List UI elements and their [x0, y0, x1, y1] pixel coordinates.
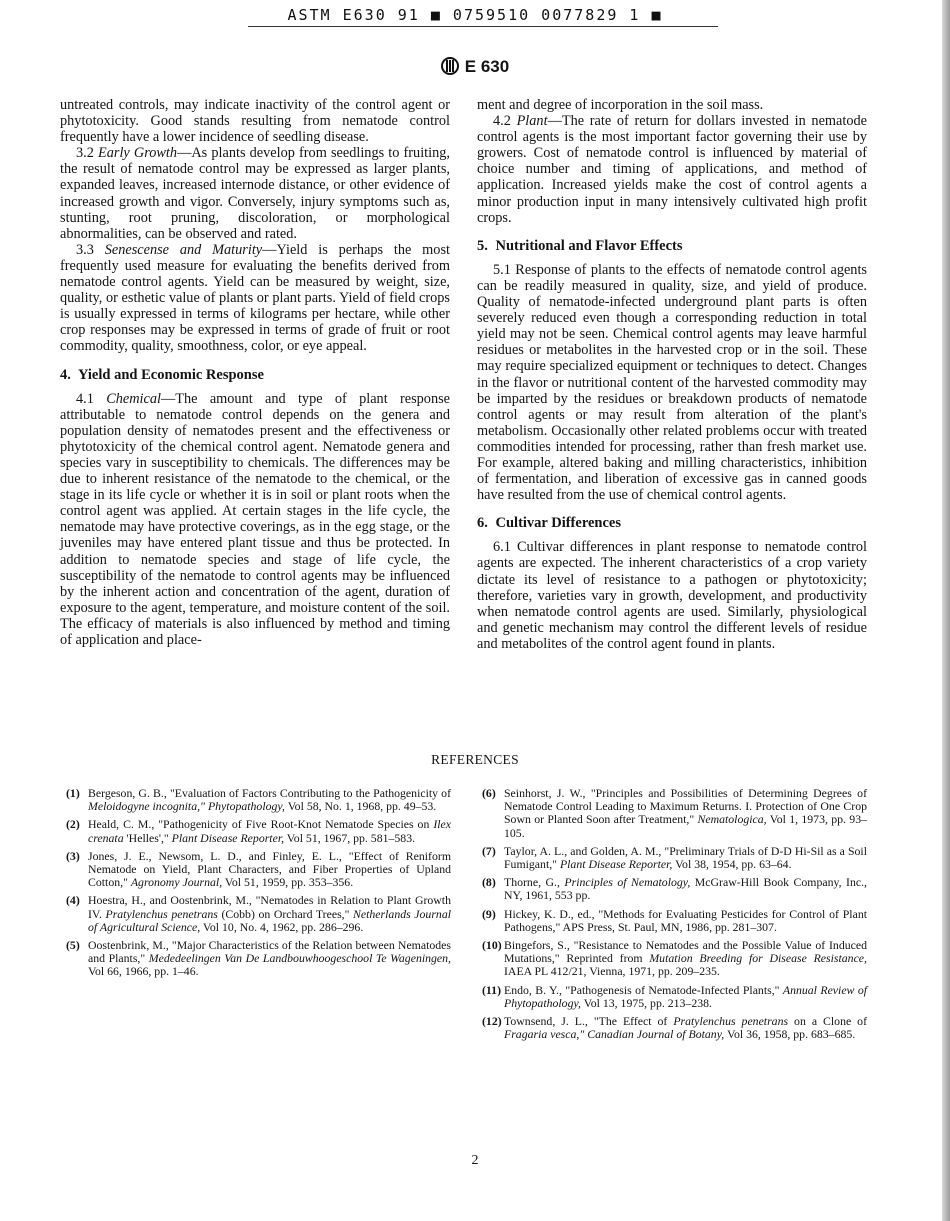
right-column — [477, 97, 867, 652]
reference-item: (3) Jones, J. E., Newsom, L. D., and Finley, E. L., "Effect of Reniform Nematode on Yield, Plant Characters, and Fiber Properties of Upland Cotton," Agronomy Journal, Vol 51, 1959, pp. 353–356. — [66, 848, 451, 890]
designation-number: E 630 — [464, 57, 510, 76]
reference-item: (9) Hickey, K. D., ed., "Methods for Evaluating Pesticides for Control of Plant Pathogens," APS Press, St. Paul, MN, 1986, pp. 281–307. — [482, 906, 867, 934]
reference-item: (1) Bergeson, G. B., "Evaluation of Factors Contributing to the Pathogenicity of Meloidogyne incognita," Phytopathology, Vol 58, No. 1, 1968, pp. 49–53. — [66, 786, 451, 814]
reference-item: (5) Oostenbrink, M., "Major Characteristics of the Relation between Nematodes and Plants," Mededeelingen Van De Landbouwhoogeschool Te Wageningen, Vol 66, 1966, pp. 1–46. — [66, 938, 451, 979]
references-right — [482, 787, 867, 1046]
section-4-heading: 4. Yield and Economic Response — [60, 366, 264, 383]
astm-logo-icon — [441, 56, 459, 76]
section-4-2: 4.2 Plant—The rate of return for dollars invested in nematode control agents is the most important factor governing their use by growers. Cost of nematode control is influenced by material of choice number and timing of applications, and method of application. Increased yields make the cost of control agents a minor production input in many intensively cultivated high profit crops. — [477, 113, 868, 226]
section-3-3: 3.3 Senescense and Maturity—Yield is perhaps the most frequently used measure for evaluating the benefits derived from nematode control agents. Yield can be measured by weight, size, quality, or esthetic value of plants or plant parts. Yield of field crops is usually expressed in terms of kilograms per hectare, while other crop responses may be expressed in terms of grade of fruit or root commodity, quality, smoothness, color, or eye appeal. — [60, 241, 450, 355]
page-number: 2 — [471, 1153, 479, 1168]
section-6-1: 6.1 Cultivar differences in plant response to nematode control agents are expected. The inherent characteristics of a crop variety dictate its level of resistance to a pathogen or phytotoxicity; therefore, varieties vary in growth, development, and productivity when nematode control agents are used. Similarly, physiological and genetic mechanism may control the different levels of residue and metabolites of the control agent found in plants. — [477, 539, 867, 652]
scan-edge-shadow — [942, 0, 950, 1221]
references-heading: REFERENCES — [431, 752, 519, 767]
section-5-1: 5.1 Response of plants to the effects of nematode control agents can be readily measured in quality, size, and yield of produce. Quality of nematode-infected underground plant parts is often severely reduced even though a corresponding reduction in total yield may not be seen. Chemical control agents may leave harmful residues or metabolites in the harvested crop or in the soil. These may require specialized equipment or techniques to detect. Changes in the flavor or nutritional content of the harvested commodity may be imparted by the residues or breakdown products of nematode control agents or may result from alteration of the plant's metabolism. Occasionally other related problems occur with treated commodities intended for processing, rather than fresh market use. For example, altered baking and milling characteristics, inhibition of fermentation, and liberation of excessive gas in canned goods have resulted from the use of chemical control agents. — [477, 261, 867, 504]
section-4-1: 4.1 Chemical—The amount and type of plant response attributable to nematode control depends on the genera and population density of nematodes present and the effectiveness or phytotoxicity of the chemical control agent. Nematode genera and species vary in susceptibility to chemicals. The differences may be due to inherent resistance of the nematode to the chemical, or the stage in its life cycle or whether it is in soil or plant roots when the control agent was applied. At certain stages in the life cycle, the nematode may have protective coverings, as in the egg stage, or the juveniles may have entered plant tissue and thus be protected. In addition to nematode species and stage of life cycle, the susceptibility of the nematode to control agents may be influenced by the inherent action and concentration of the agent, duration of exposure to the agent, temperature, and moisture content of the soil. The efficacy of materials is also influenced by method and timing of application and place- — [60, 390, 450, 648]
section-3-2: 3.2 Early Growth—As plants develop from seedlings to fruiting, the result of nematode control may be expressed as larger plants, expanded leaves, increased internode distance, or other evidence of increased growth and vigor. Conversely, injury symptoms such as, stunting, root pruning, discoloration, or morphological abnormalities, can be observed and rated. — [60, 145, 450, 242]
reference-item: (12) Townsend, J. L., "The Effect of Pratylenchus penetrans on a Clone of Fragaria vesca," Canadian Journal of Botany, Vol 36, 1958, pp. 683–685. — [482, 1014, 867, 1042]
paragraph: ment and degree of incorporation in the soil mass. — [477, 97, 764, 113]
paragraph: untreated controls, may indicate inactivity of the control agent or phytotoxicity. Good stands resulting from nematode control frequently have a lower incidence of seedling disease. — [60, 97, 450, 146]
reference-item: (8) Thorne, G., Principles of Nematology, McGraw-Hill Book Company, Inc., NY, 1961, 553 pp. — [482, 875, 867, 903]
reference-item: (6) Seinhorst, J. W., "Principles and Possibilities of Determining Degrees of Nematode Control Leading to Maximum Returns. I. Protection of One Crop Sown or Planted Soon after Treatment," Nematologica, Vol 1, 1973, pp. 93–105. — [482, 786, 867, 840]
reference-item: (4) Hoestra, H., and Oostenbrink, M., "Nematodes in Relation to Plant Growth IV. Pratylenchus penetrans (Cobb) on Orchard Trees," Netherlands Journal of Agricultural Science, Vol 10, No. 4, 1962, pp. 286–296. — [66, 893, 451, 934]
reference-item: (7) Taylor, A. L., and Golden, A. M., "Preliminary Trials of D-D Hi-Sil as a Soil Fumigant," Plant Disease Reporter, Vol 38, 1954, pp. 63–64. — [482, 843, 867, 872]
reference-item: (11) Endo, B. Y., "Pathogenesis of Nematode-Infected Plants," Annual Review of Phytopathology, Vol 13, 1975, pp. 213–238. — [482, 982, 868, 1010]
document-header — [0, 6, 950, 25]
references-left — [66, 787, 451, 984]
reference-item: (10) Bingefors, S., "Resistance to Nematodes and the Possible Value of Induced Mutations," Reprinted from Mutation Breeding for Disease Resistance, IAEA PL 412/21, Vienna, 1971, pp. 209–235. — [482, 938, 867, 979]
astm-code-line: ASTM E630 91 ■ 0759510 0077829 1 ■ — [287, 6, 663, 24]
standard-designation — [0, 56, 950, 77]
left-column — [60, 97, 450, 648]
section-5-heading: 5. Nutritional and Flavor Effects — [477, 237, 683, 254]
reference-item: (2) Heald, C. M., "Pathogenicity of Five Root-Knot Nematode Species on Ilex crenata 'Helles'," Plant Disease Reporter, Vol 51, 1967, pp. 581–583. — [66, 817, 451, 845]
header-rule — [248, 26, 718, 27]
section-6-heading: 6. Cultivar Differences — [477, 515, 622, 532]
